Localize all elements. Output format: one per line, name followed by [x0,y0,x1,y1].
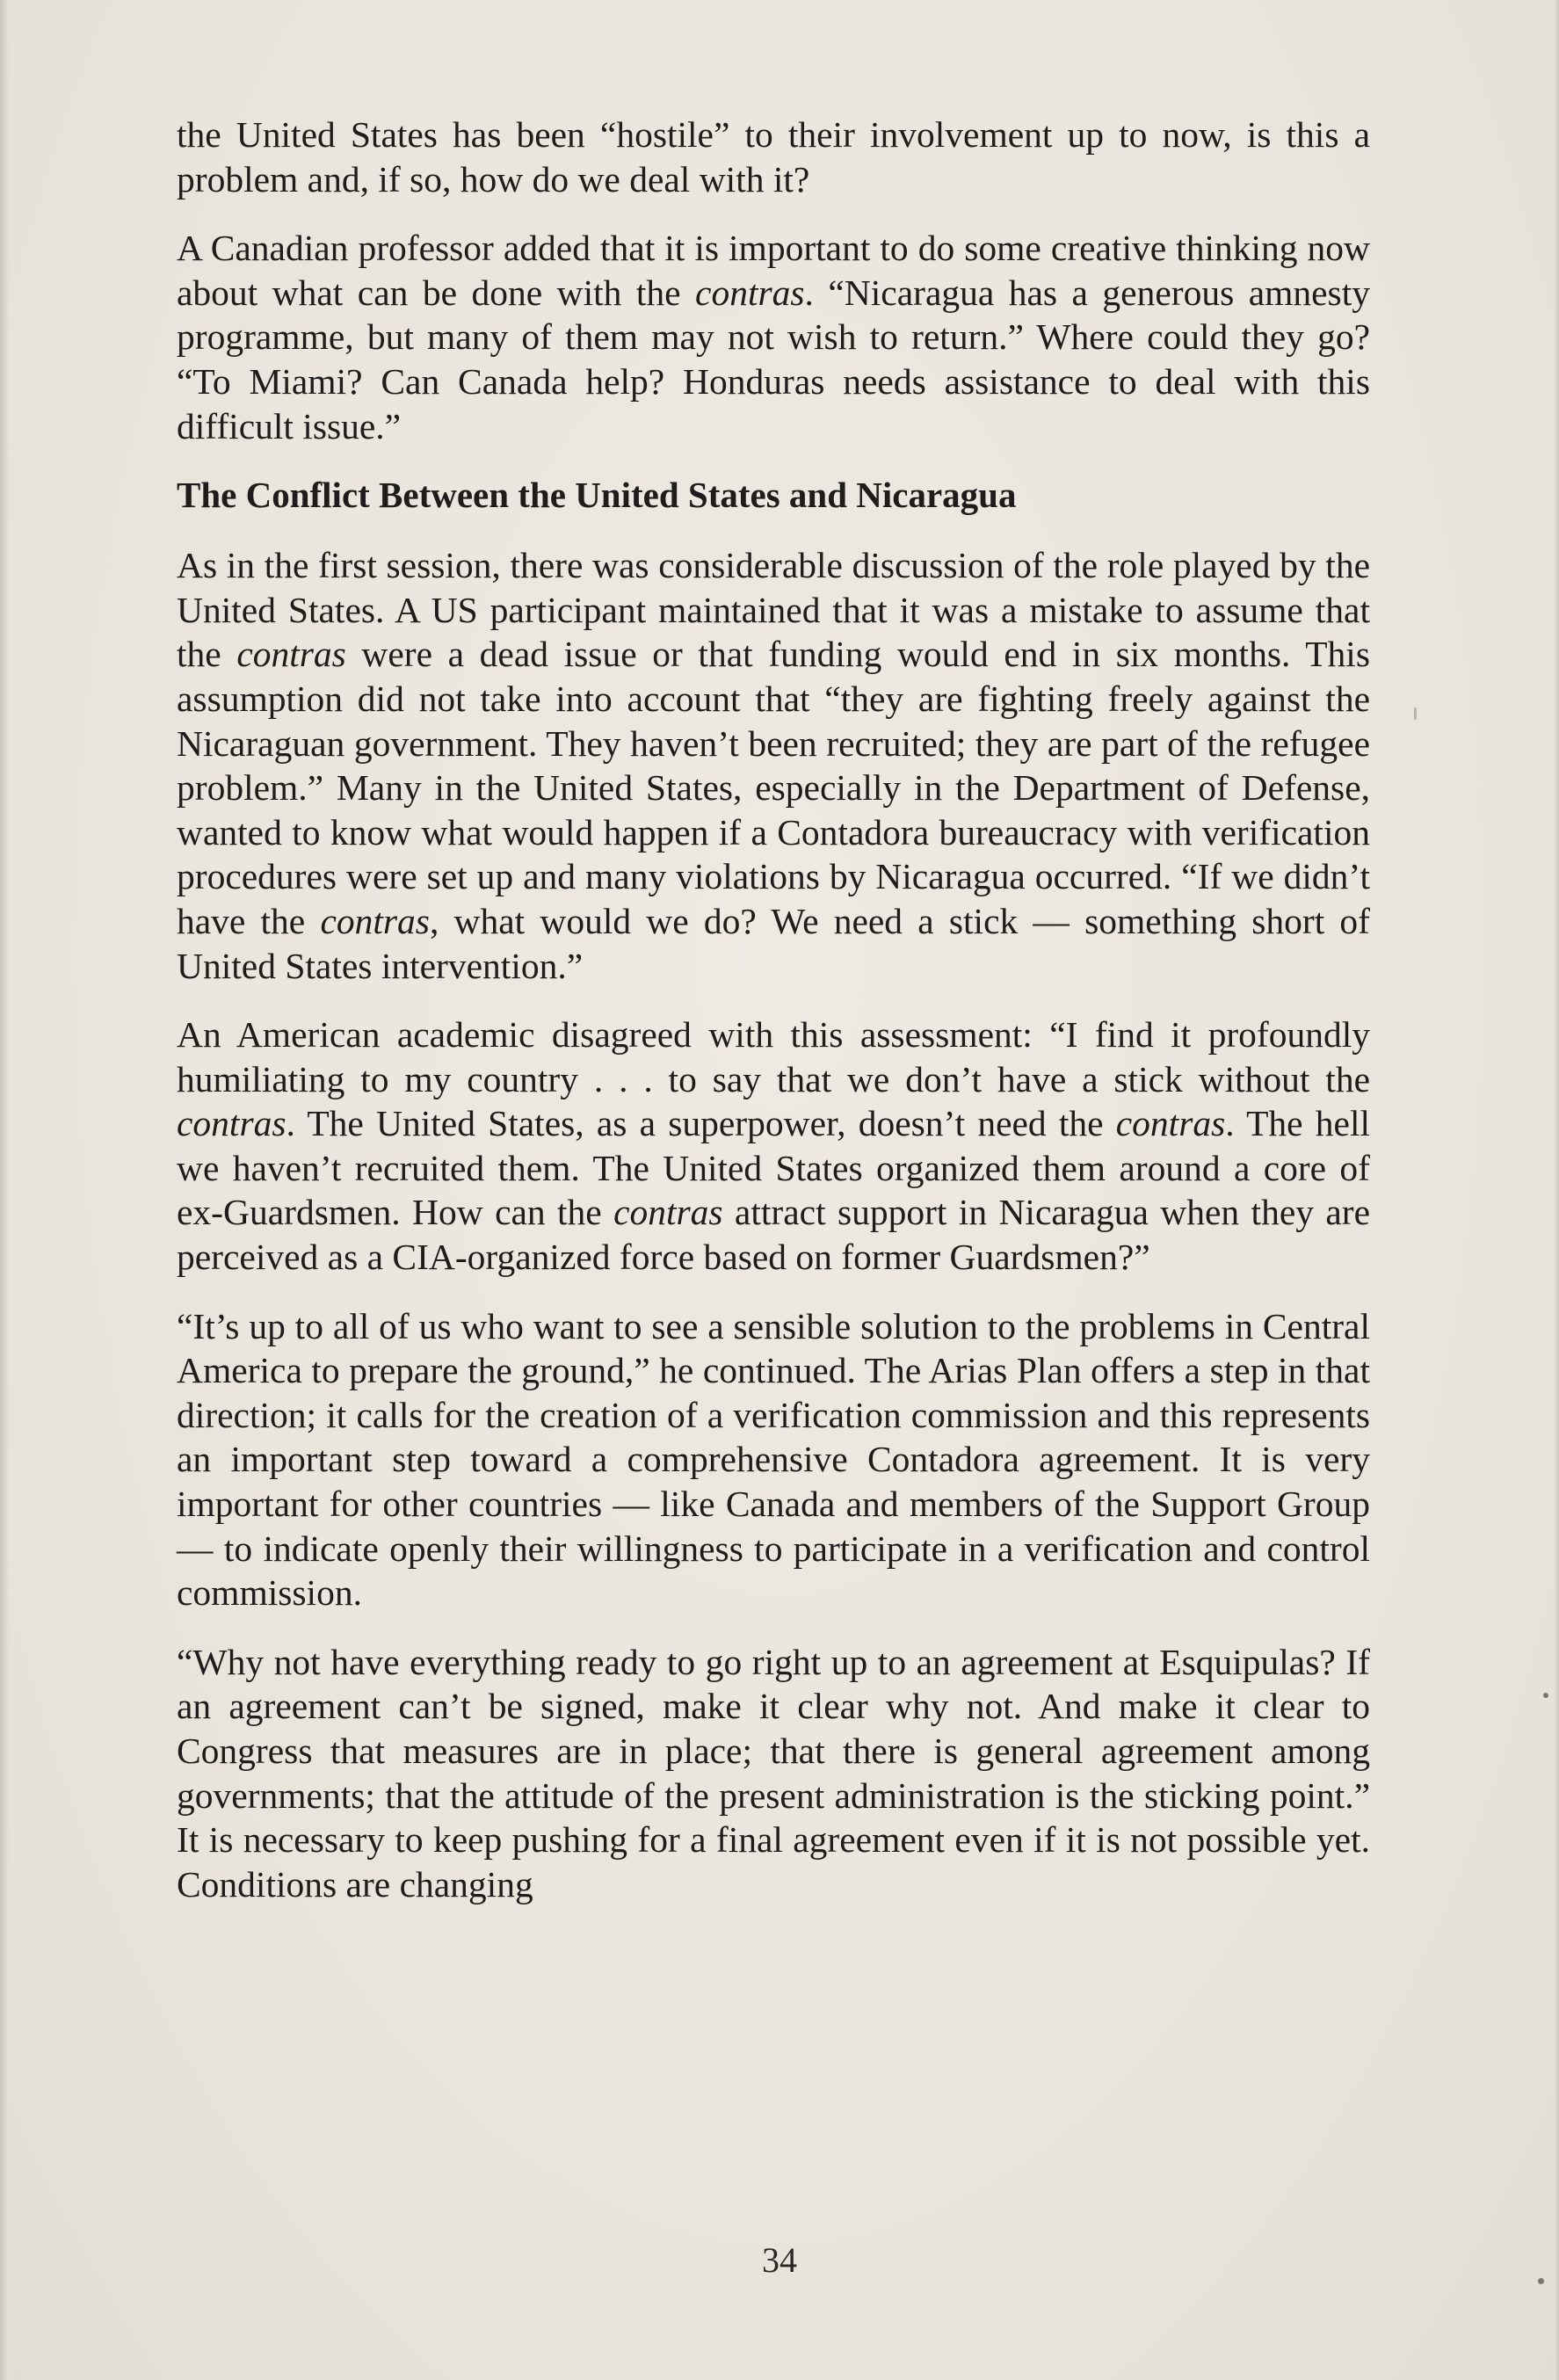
page-number: 34 [762,2240,797,2280]
page-right-edge-shadow [1554,0,1559,2380]
paragraph-us-participant [177,543,1370,988]
body-text [177,112,1370,1931]
italic-term: contras [320,900,430,941]
section-heading: The Conflict Between the United States and Nicaragua [177,475,1017,516]
paper-mark [1414,707,1417,720]
paragraph-esquipulas [177,1640,1370,1907]
page-left-edge-shadow [0,0,9,2380]
paragraph-american-academic [177,1012,1370,1280]
paper-speck [1543,1693,1548,1698]
italic-term: contras [236,634,346,675]
paragraph-text: attract support in Nicaragua when they are perceived as a CIA-organized force based on former Guardsmen?” [177,1192,1371,1278]
paragraph-text: A Canadian professor added that it is important to do some creative thinking now about what can be done with the [177,228,1370,313]
paragraph-text: An American academic disagreed with this assessment: “I find it profoundly humiliating to my country . . . to say that we don’t have a stick without the [177,1014,1370,1099]
paragraph-sensible-solution [177,1304,1370,1615]
paragraph-text: the United States has been “hostile” to their involvement up to now, is this a problem and, if so, how do we deal with it? [177,114,1370,200]
paper-speck [1538,2278,1544,2284]
paragraph-continuation [177,112,1370,201]
italic-term: contras [1115,1103,1226,1144]
paragraph-text: “It’s up to all of us who want to see a sensible solution to the problems in Central America to prepare the ground,” he continued. The Arias Plan offers a step in that direction; it calls for the creation of a verification commission and this represents an important step toward a comprehensive Contadora agreement. It is very important for other countries — like Canada and members of the Support Group — to indicate openly their willingness to participate in a verification and control commission. [177,1305,1370,1614]
italic-term: contras [177,1103,286,1144]
paragraph-text: were a dead issue or that funding would end in six months. This assumption did not take into account that “they are fighting freely against the Nicaraguan government. They haven’t been recruited; they are part of the refugee problem.” Many in the United States, especially in the Department of Defense, wanted to know what would happen if a Contadora bureaucracy with verification procedures were set up and many violations by Nicaragua occurred. “If we didn’t have the [177,634,1370,941]
paragraph-text: . “Nicaragua has a generous amnesty programme, but many of them may not wish to return.” Where could they go? “To Miami? Can Canada help? Honduras needs assistance to deal with this difficult issue.” [177,272,1370,446]
paragraph-text: “Why not have everything ready to go right up to an agreement at Esquipulas? If an agreement can’t be signed, make it clear why not. And make it clear to Congress that measures are in place; that there is general agreement among governments; that the attitude of the present administration is the sticking point.” It is necessary to keep pushing for a final agreement even if it is not possible yet. Conditions are changing [177,1641,1370,1905]
paragraph-text: , what would we do? We need a stick — something short of United States intervention.” [177,900,1370,986]
paragraph-text: . The United States, as a superpower, doesn’t need the [286,1103,1116,1144]
italic-term: contras [695,272,805,313]
italic-term: contras [613,1192,723,1233]
paragraph-canadian-professor [177,226,1370,448]
paragraph-text: As in the first session, there was considerable discussion of the role played by the United States. A US participant maintained that it was a mistake to assume that the [177,545,1370,675]
paragraph-text: . The hell we haven’t recruited them. The United States organized them around a core of ex-Guardsmen. How can the [177,1103,1370,1233]
